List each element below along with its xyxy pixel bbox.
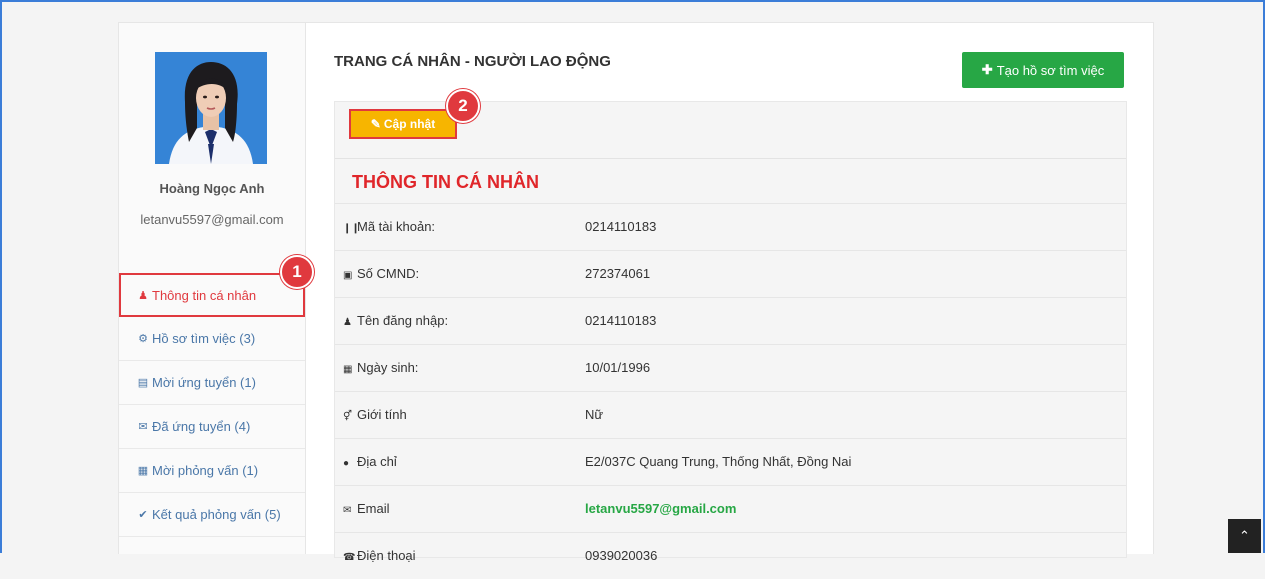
info-row: [335, 532, 1126, 579]
sidebar: [119, 23, 306, 554]
sidebar-item-label: Mời phỏng vấn (1): [152, 463, 259, 478]
info-row: [335, 485, 1126, 532]
sidebar-item-interview-results[interactable]: [119, 493, 305, 537]
sidebar-item-label: Thông tin cá nhân: [152, 287, 257, 303]
info-label: Giới tính: [357, 407, 407, 422]
scroll-to-top-button[interactable]: [1228, 519, 1261, 553]
info-value: 272374061: [585, 266, 651, 281]
section-title: THÔNG TIN CÁ NHÂN: [352, 172, 539, 192]
create-job-profile-label: Tạo hồ sơ tìm việc: [996, 62, 1105, 78]
info-value: Nữ: [585, 407, 604, 422]
info-value: 0214110183: [585, 219, 657, 234]
calendar-icon: ▦: [343, 364, 353, 375]
sidebar-item-label: Kết quả phỏng vấn (5): [152, 507, 281, 522]
update-label: Cập nhật: [383, 117, 436, 131]
info-label: Mã tài khoản:: [357, 219, 436, 234]
sidebar-item-job-invitations[interactable]: [119, 361, 305, 405]
step-badge-1: 1: [280, 255, 314, 289]
info-value: 0939020036: [585, 548, 658, 563]
info-table: [335, 203, 1126, 579]
pencil-icon: ✎: [370, 117, 381, 131]
info-row: [335, 297, 1126, 344]
user-icon: ♟: [343, 317, 352, 328]
email-link[interactable]: letanvu5597@gmail.com: [585, 501, 737, 516]
info-label: Tên đăng nhập:: [357, 313, 449, 328]
profile-card: [118, 22, 1154, 563]
sidebar-item-label: Mời ứng tuyển (1): [152, 375, 256, 390]
user-email: letanvu5597@gmail.com: [140, 212, 284, 227]
page-title: TRANG CÁ NHÂN - NGƯỜI LAO ĐỘNG: [334, 53, 611, 70]
info-row: [335, 203, 1126, 250]
map-marker-icon: ●: [343, 458, 350, 469]
avatar-photo: [155, 52, 267, 164]
info-label: Ngày sinh:: [357, 360, 419, 375]
info-label: Email: [357, 501, 390, 516]
sidebar-item-label: Hồ sơ tìm việc (3): [152, 331, 256, 346]
info-row: [335, 438, 1126, 485]
envelope-icon: ✉: [343, 505, 352, 516]
sidebar-item-personal-info[interactable]: [119, 273, 305, 317]
info-label: Điện thoại: [357, 548, 416, 563]
info-label: Địa chỉ: [357, 454, 397, 469]
sidebar-item-interview-invitations[interactable]: [119, 449, 305, 493]
info-row: [335, 391, 1126, 438]
sidebar-item-job-profiles[interactable]: [119, 317, 305, 361]
profile-panel: [334, 101, 1127, 563]
info-row: [335, 250, 1126, 297]
avatar: [155, 52, 267, 164]
plus-icon: ✚: [981, 62, 993, 77]
gender-icon: ⚥: [343, 411, 353, 422]
info-value: 0214110183: [585, 313, 657, 328]
create-job-profile-button[interactable]: [962, 52, 1124, 88]
barcode-icon: ❙❙: [343, 223, 360, 234]
gear-icon: ⚙: [138, 333, 148, 345]
envelope-icon: ✉: [138, 421, 148, 433]
sidebar-menu: [119, 273, 305, 537]
check-circle-icon: ✔: [138, 509, 148, 521]
step-badge-2: 2: [446, 89, 480, 123]
user-name: Hoàng Ngọc Anh: [159, 181, 265, 196]
grid-icon: ▦: [137, 465, 149, 477]
update-button[interactable]: [349, 109, 457, 139]
briefcase-icon: ▣: [343, 270, 353, 281]
user-icon: ♟: [138, 289, 148, 302]
info-label: Số CMND:: [357, 266, 420, 281]
chevron-up-icon: ⌃: [1239, 528, 1250, 543]
sidebar-item-applied[interactable]: [119, 405, 305, 449]
phone-icon: ☎: [343, 552, 356, 563]
info-value: E2/037C Quang Trung, Thống Nhất, Đồng Nai: [585, 454, 852, 469]
info-row: [335, 344, 1126, 391]
info-value: 10/01/1996: [585, 360, 651, 375]
sidebar-item-label: Đã ứng tuyển (4): [152, 419, 251, 434]
card-icon: ▤: [137, 377, 149, 389]
